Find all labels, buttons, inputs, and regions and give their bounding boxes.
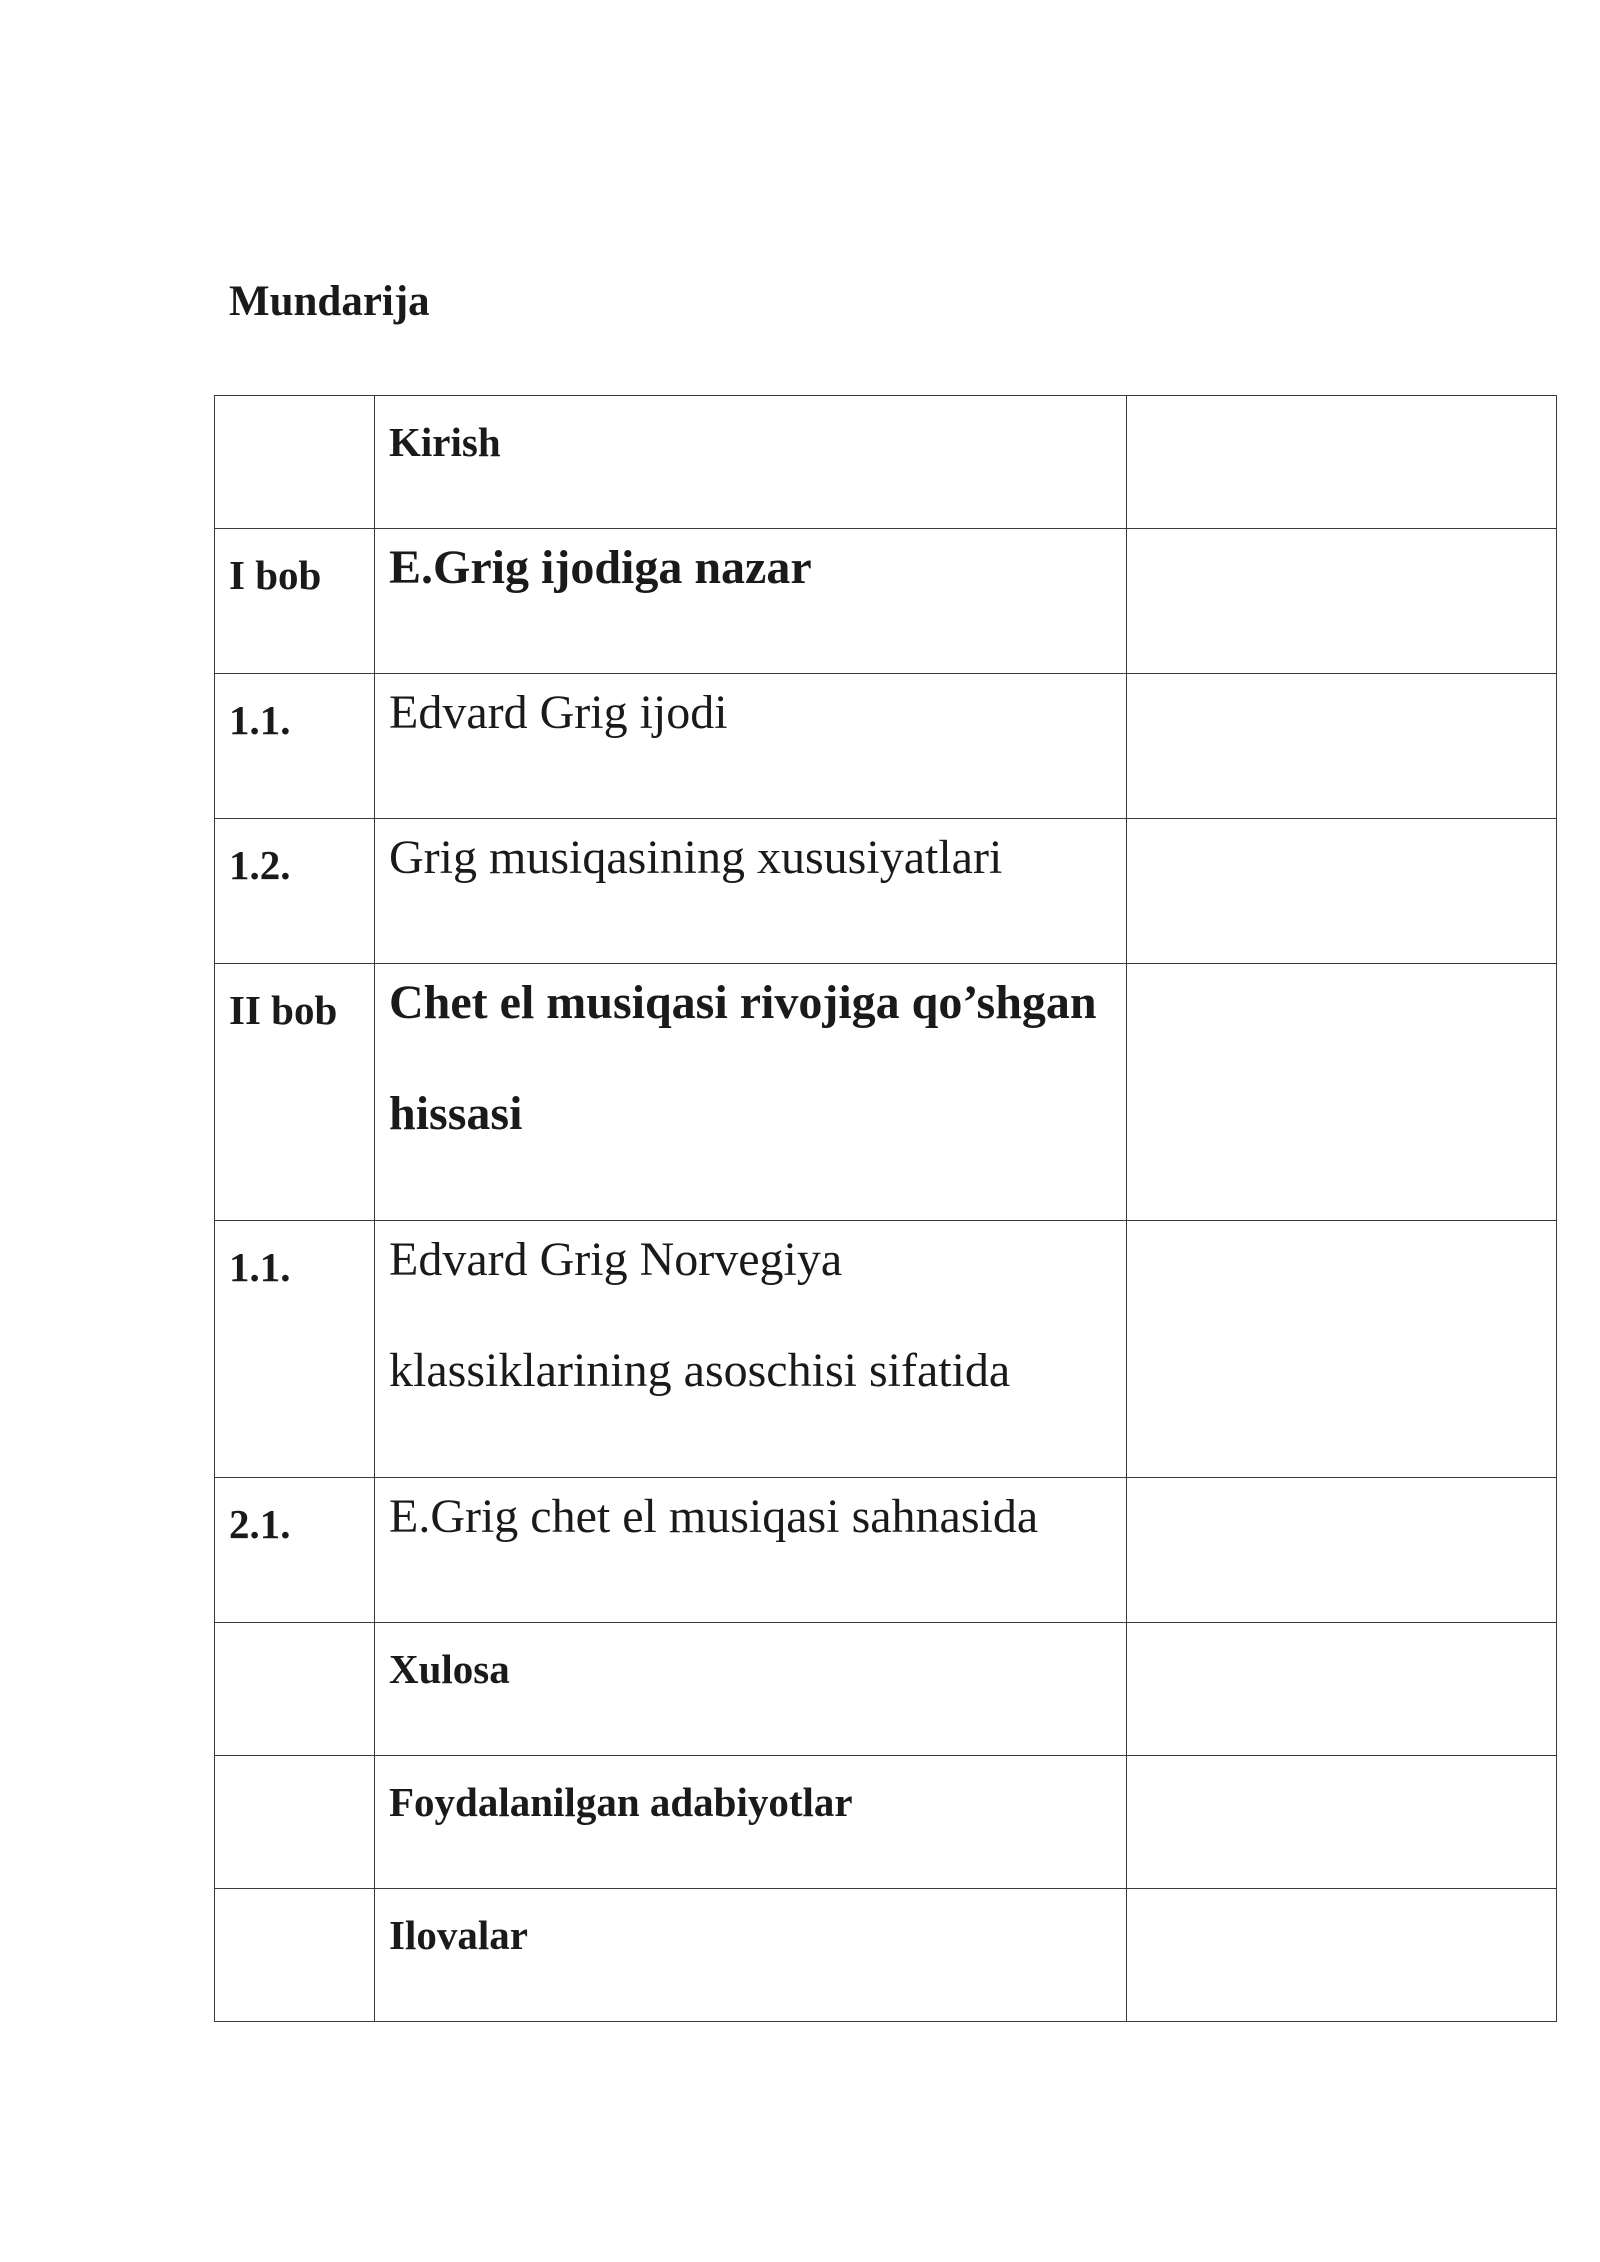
toc-chapter-number: I bob [229,552,322,598]
toc-page-cell [1127,1221,1557,1478]
toc-section-title: E.Grig chet el musiqasi sahnasida [389,1490,1039,1543]
toc-page-cell [1127,529,1557,674]
toc-number-cell [215,396,375,529]
toc-row-chapter-2 [215,964,1557,1221]
toc-title-cell [375,1889,1127,2022]
toc-chapter-number: II bob [229,987,338,1033]
toc-row-section [215,1221,1557,1478]
toc-title-cell [375,819,1127,964]
toc-section-number: 2.1. [229,1501,291,1547]
table-of-contents [214,395,1557,2022]
toc-number-cell [215,1478,375,1623]
toc-title-cell [375,1478,1127,1623]
toc-number-cell [215,964,375,1221]
toc-row-section [215,674,1557,819]
toc-number-cell [215,1756,375,1889]
toc-page-cell [1127,819,1557,964]
toc-section-title: Grig musiqasining xususiyatlari [389,831,1003,884]
toc-row-conclusion [215,1623,1557,1756]
toc-title-cell [375,964,1127,1221]
toc-section-title: Edvard Grig Norvegiya klassiklarining asoschisi sifatida [389,1233,1011,1397]
toc-row-introduction [215,396,1557,529]
toc-title-cell [375,1623,1127,1756]
toc-title-cell [375,396,1127,529]
toc-page-cell [1127,1756,1557,1889]
toc-number-cell [215,1889,375,2022]
toc-section-number: 1.2. [229,842,291,888]
toc-number-cell [215,674,375,819]
toc-number-cell [215,529,375,674]
toc-row-references [215,1756,1557,1889]
toc-row-section [215,1478,1557,1623]
toc-chapter-title: E.Grig ijodiga nazar [389,541,812,594]
toc-section-title: Kirish [389,419,501,465]
toc-section-number: 1.1. [229,1244,291,1290]
toc-section-number: 1.1. [229,697,291,743]
toc-title-cell [375,1221,1127,1478]
toc-section-title: Edvard Grig ijodi [389,686,728,739]
toc-number-cell [215,1623,375,1756]
toc-page-cell [1127,396,1557,529]
page-title: Mundarija [229,278,430,325]
toc-page-cell [1127,1478,1557,1623]
toc-section-title: Foydalanilgan adabiyotlar [389,1779,853,1825]
toc-row-section [215,819,1557,964]
toc-section-title: Xulosa [389,1646,510,1692]
toc-title-cell [375,674,1127,819]
toc-page-cell [1127,1889,1557,2022]
toc-page-cell [1127,1623,1557,1756]
toc-title-cell [375,1756,1127,1889]
toc-number-cell [215,819,375,964]
toc-page-cell [1127,674,1557,819]
toc-chapter-title: Chet el musiqasi rivojiga qo’shgan hissasi [389,976,1097,1140]
toc-title-cell [375,529,1127,674]
toc-row-chapter-1 [215,529,1557,674]
toc-row-appendices [215,1889,1557,2022]
toc-section-title: Ilovalar [389,1912,528,1958]
toc-page-cell [1127,964,1557,1221]
toc-number-cell [215,1221,375,1478]
